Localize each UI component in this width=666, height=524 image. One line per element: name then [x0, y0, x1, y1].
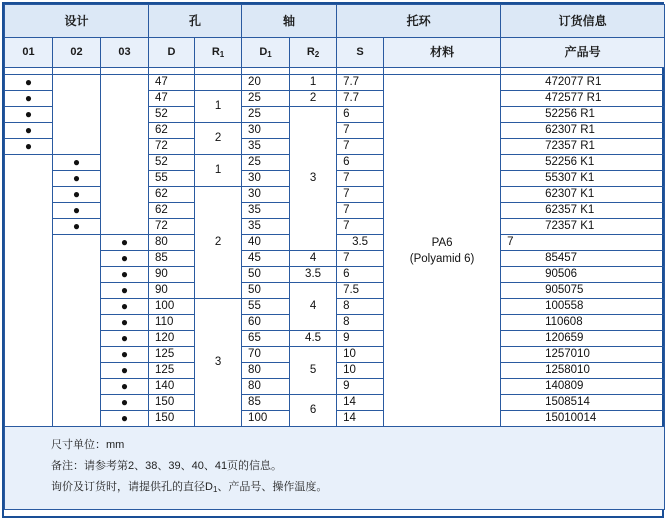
ring-S: 6 [337, 267, 384, 283]
part-number: 1508514 [501, 395, 665, 411]
subheader-S: S [337, 38, 384, 68]
part-number: 72357 K1 [501, 219, 665, 235]
design-01-bullet: ● [5, 91, 53, 107]
bore-D: 110 [149, 315, 195, 331]
ring-S: 7.5 [337, 283, 384, 299]
shaft-D1: 20 [242, 75, 290, 91]
shaft-D1: 65 [242, 331, 290, 347]
spacer-row [5, 68, 665, 75]
part-number: 62357 K1 [501, 203, 665, 219]
design-03-bullet: ● [101, 411, 149, 427]
bore-D: 52 [149, 155, 195, 171]
shaft-R2: 4 [290, 251, 337, 267]
header-design: 设计 [5, 5, 149, 38]
ring-S: 8 [337, 315, 384, 331]
bore-D: 140 [149, 379, 195, 395]
design-03-bullet: ● [101, 395, 149, 411]
bore-D: 150 [149, 395, 195, 411]
shaft-D1: 35 [242, 219, 290, 235]
shaft-D1: 45 [242, 251, 290, 267]
header-support-ring: 托环 [337, 5, 501, 38]
design-02-bullet: ● [53, 171, 101, 187]
table-row [5, 75, 665, 91]
subheader-D: D [149, 38, 195, 68]
subheader-R1: $R_1$ [195, 38, 242, 68]
shaft-R2: 4.5 [290, 331, 337, 347]
subheader-D1: $D_1$ [242, 38, 290, 68]
subheader-design-03: 03 [101, 38, 149, 68]
shaft-R2: 4 [290, 283, 337, 331]
ring-S: 7 [337, 171, 384, 187]
shaft-D1: 25 [242, 107, 290, 123]
shaft-R2: 3.5 [337, 235, 384, 251]
subheader-part-number: 产品号 [501, 38, 665, 68]
header-shaft: 轴 [242, 5, 337, 38]
bore-D: 47 [149, 75, 195, 91]
part-number: 110608 [501, 315, 665, 331]
ring-S: 14 [337, 411, 384, 427]
design-03-bullet: ● [101, 299, 149, 315]
bore-D: 62 [149, 187, 195, 203]
header-row [5, 5, 665, 38]
part-number: 52256 K1 [501, 155, 665, 171]
note-ordering: 询价及订货时，请提供孔的直径$D_1$、产品号、操作温度。 [51, 481, 328, 494]
shaft-R2: 6 [290, 395, 337, 427]
ring-S: 7 [337, 187, 384, 203]
shaft-D1: 30 [242, 123, 290, 139]
ring-S: 6 [337, 155, 384, 171]
design-03-bullet: ● [101, 235, 149, 251]
shaft-D1: 35 [242, 139, 290, 155]
bore-D: 80 [149, 235, 195, 251]
ring-S: 8 [337, 299, 384, 315]
header-bore: 孔 [149, 5, 242, 38]
part-number: 1257010 [501, 347, 665, 363]
shaft-D1: 60 [242, 315, 290, 331]
bore-R1: 2 [195, 187, 242, 299]
design-01-bullet: ● [5, 107, 53, 123]
subheader-material: 材料 [384, 38, 501, 68]
part-number: 472077 R1 [501, 75, 665, 91]
ring-S: 9 [337, 379, 384, 395]
ring-S: 14 [337, 395, 384, 411]
part-number: 62307 R1 [501, 123, 665, 139]
shaft-D1: 100 [242, 411, 290, 427]
shaft-D1: 35 [242, 203, 290, 219]
ring-S: 7 [337, 123, 384, 139]
note-reference: 备注：请参考第2、38、39、40、41页的信息。 [51, 460, 283, 472]
design-02-bullet: ● [53, 203, 101, 219]
product-spec-table [4, 4, 665, 510]
bore-D: 62 [149, 203, 195, 219]
ring-S: 7.7 [337, 75, 384, 91]
design-02-bullet: ● [53, 155, 101, 171]
product-spec-table-frame [2, 2, 664, 518]
bore-D: 62 [149, 123, 195, 139]
design-02-empty [53, 75, 101, 155]
table-row [5, 283, 665, 299]
bore-D: 52 [149, 107, 195, 123]
design-03-empty [101, 75, 149, 235]
header-order-info: 订货信息 [501, 5, 665, 38]
shaft-D1: 50 [242, 283, 290, 299]
ring-S: 10 [337, 363, 384, 379]
part-number: 15010014 [501, 411, 665, 427]
bore-D: 125 [149, 363, 195, 379]
design-03-bullet: ● [101, 379, 149, 395]
table-row [5, 251, 665, 267]
part-number: 120659 [501, 331, 665, 347]
design-02-empty [53, 235, 101, 427]
shaft-D1: 80 [242, 363, 290, 379]
material-name: PA6 [431, 236, 453, 249]
part-number: 905075 [501, 283, 665, 299]
design-03-bullet: ● [101, 283, 149, 299]
part-number: 90506 [501, 267, 665, 283]
part-number: 140809 [501, 379, 665, 395]
design-03-bullet: ● [101, 347, 149, 363]
part-number: 55307 K1 [501, 171, 665, 187]
shaft-R2: 3.5 [290, 267, 337, 283]
shaft-D1: 30 [242, 171, 290, 187]
shaft-R2: 1 [290, 75, 337, 91]
design-01-bullet: ● [5, 123, 53, 139]
material-full-name: (Polyamid 6) [409, 252, 475, 265]
subheader-design-02: 02 [53, 38, 101, 68]
ring-S: 7 [337, 251, 384, 267]
bore-D: 90 [149, 283, 195, 299]
bore-D: 125 [149, 347, 195, 363]
design-03-bullet: ● [101, 267, 149, 283]
bore-D: 90 [149, 267, 195, 283]
ring-S: 10 [337, 347, 384, 363]
shaft-D1: 85 [242, 395, 290, 411]
ring-S: 7 [501, 235, 665, 251]
part-number: 100558 [501, 299, 665, 315]
part-number: 85457 [501, 251, 665, 267]
shaft-D1: 50 [242, 267, 290, 283]
part-number: 472577 R1 [501, 91, 665, 107]
shaft-D1: 80 [242, 379, 290, 395]
part-number: 1258010 [501, 363, 665, 379]
table-row [5, 267, 665, 283]
bore-R1: 2 [195, 123, 242, 155]
subheader-design-01: 01 [5, 38, 53, 68]
design-01-empty [5, 155, 53, 427]
part-number: 62307 K1 [501, 187, 665, 203]
ring-S: 7 [337, 219, 384, 235]
table-row [5, 347, 665, 363]
design-02-bullet: ● [53, 219, 101, 235]
design-03-bullet: ● [101, 315, 149, 331]
part-number: 72357 R1 [501, 139, 665, 155]
shaft-D1: 70 [242, 347, 290, 363]
shaft-R2: 5 [290, 347, 337, 395]
subheader-row [5, 38, 665, 68]
part-number: 52256 R1 [501, 107, 665, 123]
bore-D: 100 [149, 299, 195, 315]
bore-D: 55 [149, 171, 195, 187]
bore-R1-empty [195, 75, 242, 91]
shaft-D1: 40 [242, 235, 290, 251]
ring-S: 7 [337, 203, 384, 219]
notes-panel [5, 427, 665, 510]
bore-D: 47 [149, 91, 195, 107]
table-row [5, 395, 665, 411]
shaft-R2: 3 [290, 107, 337, 251]
design-03-bullet: ● [101, 363, 149, 379]
ring-S: 7 [337, 139, 384, 155]
bore-D: 120 [149, 331, 195, 347]
note-units: 尺寸单位：mm [51, 439, 125, 451]
bore-R1: 3 [195, 299, 242, 427]
shaft-D1: 25 [242, 91, 290, 107]
design-01-bullet: ● [5, 139, 53, 155]
subheader-R2: $R_2$ [290, 38, 337, 68]
ring-material [384, 75, 501, 427]
shaft-D1: 30 [242, 187, 290, 203]
design-03-bullet: ● [101, 251, 149, 267]
bore-D: 150 [149, 411, 195, 427]
bore-D: 85 [149, 251, 195, 267]
ring-S: 9 [337, 331, 384, 347]
shaft-D1: 55 [242, 299, 290, 315]
bore-R1: 1 [195, 91, 242, 123]
design-02-bullet: ● [53, 187, 101, 203]
bore-D: 72 [149, 219, 195, 235]
notes-row [5, 427, 665, 510]
ring-S: 6 [337, 107, 384, 123]
design-01-bullet: ● [5, 75, 53, 91]
table-row [5, 331, 665, 347]
bore-R1: 1 [195, 155, 242, 187]
ring-S: 7.7 [337, 91, 384, 107]
design-03-bullet: ● [101, 331, 149, 347]
shaft-D1: 25 [242, 155, 290, 171]
bore-D: 72 [149, 139, 195, 155]
shaft-R2: 2 [290, 91, 337, 107]
